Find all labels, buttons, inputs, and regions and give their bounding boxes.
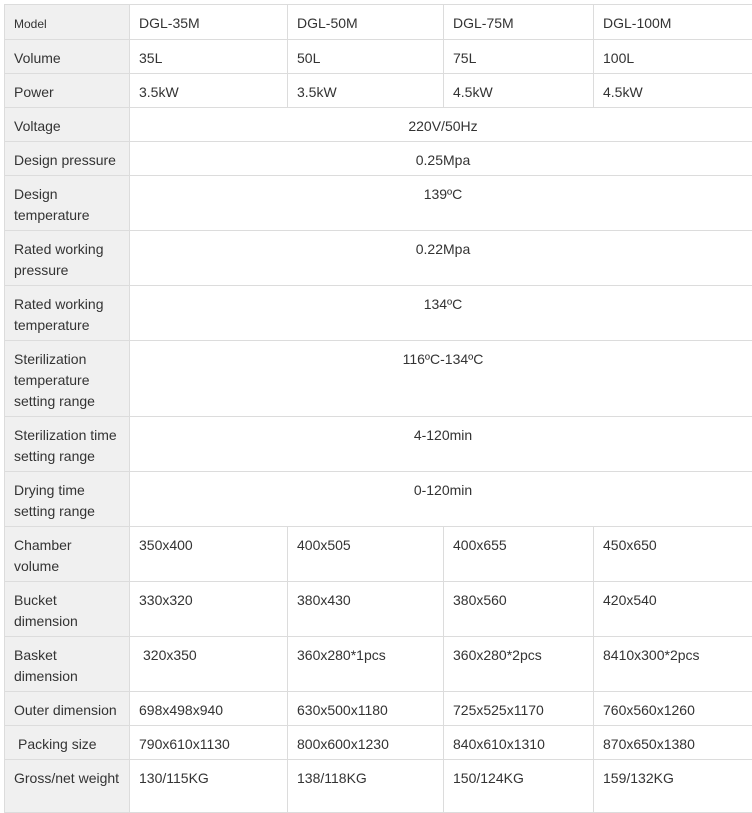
row-label: Packing size — [5, 726, 130, 760]
table-row — [5, 760, 752, 813]
row-label: Design temperature — [5, 176, 130, 231]
table-row — [5, 341, 752, 417]
cell-value: 380x560 — [444, 582, 594, 637]
cell-value-merged: 134ºC — [130, 286, 752, 341]
cell-value-merged: 139ºC — [130, 176, 752, 231]
cell-value: 725x525x1170 — [444, 692, 594, 726]
row-label: Outer dimension — [5, 692, 130, 726]
row-label: Chamber volume — [5, 527, 130, 582]
table-row — [5, 472, 752, 527]
row-label: Basket dimension — [5, 637, 130, 692]
cell-value: 150/124KG — [444, 760, 594, 813]
cell-value: 35L — [130, 40, 288, 74]
cell-value: 320x350 — [130, 637, 288, 692]
cell-value: 420x540 — [594, 582, 752, 637]
model-name: DGL-100M — [594, 5, 752, 40]
table-row — [5, 582, 752, 637]
row-label: Sterilization temperature setting range — [5, 341, 130, 417]
cell-value: 3.5kW — [288, 74, 444, 108]
cell-value: 760x560x1260 — [594, 692, 752, 726]
table-row — [5, 286, 752, 341]
table-row — [5, 417, 752, 472]
cell-value: 360x280*1pcs — [288, 637, 444, 692]
row-label: Sterilization time setting range — [5, 417, 130, 472]
table-row — [5, 231, 752, 286]
cell-value: 400x505 — [288, 527, 444, 582]
model-name: DGL-50M — [288, 5, 444, 40]
table-row — [5, 142, 752, 176]
table-row — [5, 108, 752, 142]
cell-value: 380x430 — [288, 582, 444, 637]
cell-value: 840x610x1310 — [444, 726, 594, 760]
cell-value-merged: 0.22Mpa — [130, 231, 752, 286]
spec-table — [4, 4, 752, 813]
cell-value: 4.5kW — [444, 74, 594, 108]
cell-value-merged: 0.25Mpa — [130, 142, 752, 176]
cell-value: 8410x300*2pcs — [594, 637, 752, 692]
cell-value: 698x498x940 — [130, 692, 288, 726]
cell-value: 50L — [288, 40, 444, 74]
cell-value-merged: 0-120min — [130, 472, 752, 527]
row-label: Rated working pressure — [5, 231, 130, 286]
model-name: DGL-35M — [130, 5, 288, 40]
cell-value: 330x320 — [130, 582, 288, 637]
cell-value-merged: 4-120min — [130, 417, 752, 472]
cell-value: 630x500x1180 — [288, 692, 444, 726]
table-row-header — [5, 5, 752, 40]
table-row — [5, 692, 752, 726]
table-row — [5, 527, 752, 582]
row-label: Rated working temperature — [5, 286, 130, 341]
row-label: Gross/net weight — [5, 760, 130, 813]
cell-value-merged: 220V/50Hz — [130, 108, 752, 142]
cell-value: 870x650x1380 — [594, 726, 752, 760]
table-row — [5, 74, 752, 108]
cell-value: 360x280*2pcs — [444, 637, 594, 692]
cell-value: 450x650 — [594, 527, 752, 582]
cell-value: 130/115KG — [130, 760, 288, 813]
table-row — [5, 726, 752, 760]
cell-value: 75L — [444, 40, 594, 74]
row-label: Voltage — [5, 108, 130, 142]
model-name: DGL-75M — [444, 5, 594, 40]
cell-value: 350x400 — [130, 527, 288, 582]
row-label: Design pressure — [5, 142, 130, 176]
cell-value: 100L — [594, 40, 752, 74]
row-label: Power — [5, 74, 130, 108]
table-row — [5, 637, 752, 692]
cell-value: 159/132KG — [594, 760, 752, 813]
cell-value: 138/118KG — [288, 760, 444, 813]
cell-value-merged: 116ºC-134ºC — [130, 341, 752, 417]
cell-value: 3.5kW — [130, 74, 288, 108]
row-label: Bucket dimension — [5, 582, 130, 637]
cell-value: 800x600x1230 — [288, 726, 444, 760]
table-row — [5, 176, 752, 231]
row-label: Volume — [5, 40, 130, 74]
cell-value: 790x610x1130 — [130, 726, 288, 760]
table-row — [5, 40, 752, 74]
cell-value: 4.5kW — [594, 74, 752, 108]
model-label: Model — [5, 5, 130, 40]
cell-value: 400x655 — [444, 527, 594, 582]
row-label: Drying time setting range — [5, 472, 130, 527]
